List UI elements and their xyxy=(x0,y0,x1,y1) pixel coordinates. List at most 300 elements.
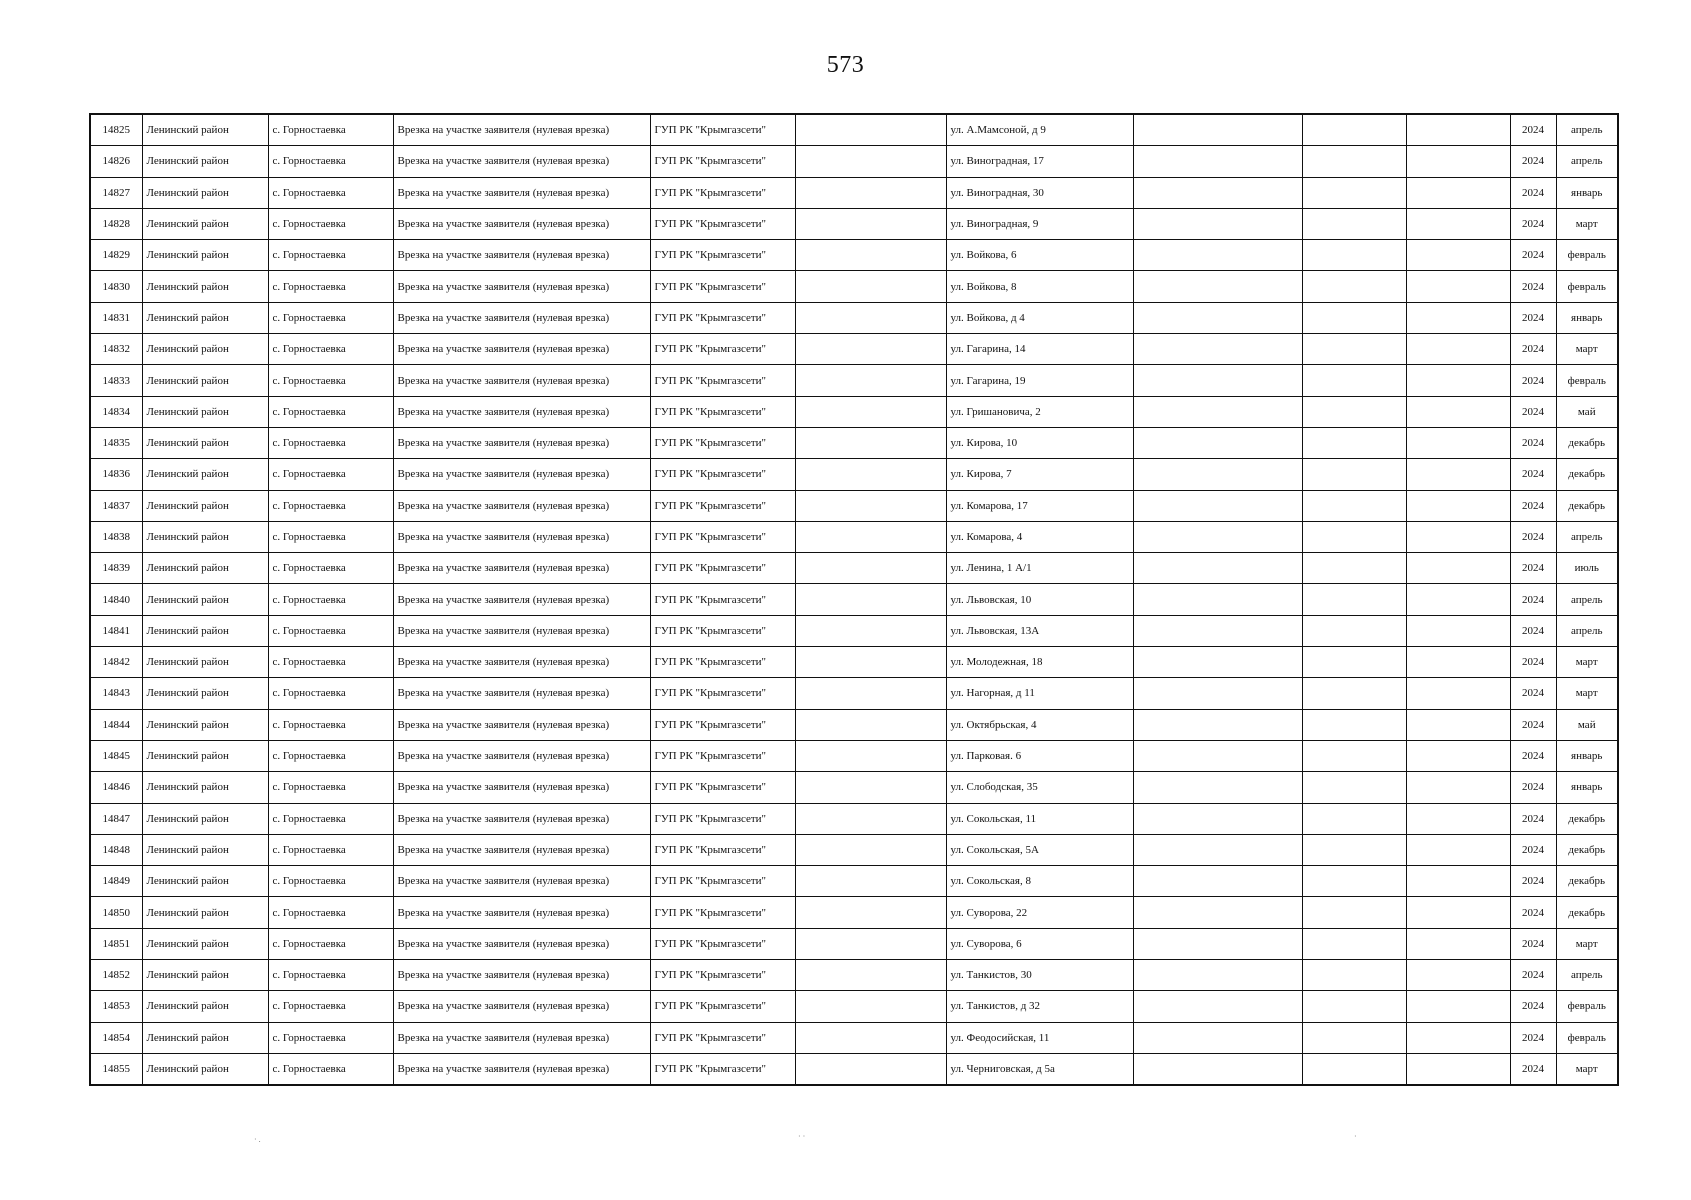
year-cell: 2024 xyxy=(1510,834,1556,865)
empty-cell xyxy=(1302,960,1406,991)
district-cell: Ленинский район xyxy=(142,928,268,959)
empty-cell xyxy=(795,772,946,803)
month-cell: март xyxy=(1556,1053,1618,1085)
village-cell: с. Горностаевка xyxy=(268,866,393,897)
organization-cell: ГУП РК "Крымгазсети" xyxy=(650,1022,795,1053)
organization-cell: ГУП РК "Крымгазсети" xyxy=(650,991,795,1022)
table-row xyxy=(90,334,1618,365)
row-number: 14829 xyxy=(90,240,142,271)
organization-cell: ГУП РК "Крымгазсети" xyxy=(650,177,795,208)
table-row xyxy=(90,208,1618,239)
table-row xyxy=(90,960,1618,991)
row-number: 14828 xyxy=(90,208,142,239)
empty-cell xyxy=(1406,302,1510,333)
work-type-cell: Врезка на участке заявителя (нулевая врезка) xyxy=(393,740,650,771)
empty-cell xyxy=(1302,553,1406,584)
village-cell: с. Горностаевка xyxy=(268,991,393,1022)
empty-cell xyxy=(795,584,946,615)
row-number: 14854 xyxy=(90,1022,142,1053)
empty-cell xyxy=(1302,584,1406,615)
empty-cell xyxy=(1133,615,1302,646)
row-number: 14837 xyxy=(90,490,142,521)
empty-cell xyxy=(1302,897,1406,928)
month-cell: декабрь xyxy=(1556,459,1618,490)
empty-cell xyxy=(1406,803,1510,834)
village-cell: с. Горностаевка xyxy=(268,772,393,803)
district-cell: Ленинский район xyxy=(142,334,268,365)
district-cell: Ленинский район xyxy=(142,740,268,771)
row-number: 14833 xyxy=(90,365,142,396)
work-type-cell: Врезка на участке заявителя (нулевая врезка) xyxy=(393,584,650,615)
empty-cell xyxy=(795,678,946,709)
empty-cell xyxy=(795,866,946,897)
empty-cell xyxy=(1133,177,1302,208)
year-cell: 2024 xyxy=(1510,490,1556,521)
row-number: 14852 xyxy=(90,960,142,991)
empty-cell xyxy=(1133,427,1302,458)
table-row xyxy=(90,1022,1618,1053)
year-cell: 2024 xyxy=(1510,772,1556,803)
empty-cell xyxy=(1302,740,1406,771)
empty-cell xyxy=(795,1022,946,1053)
empty-cell xyxy=(1133,1022,1302,1053)
empty-cell xyxy=(795,897,946,928)
empty-cell xyxy=(1406,365,1510,396)
table-row xyxy=(90,146,1618,177)
empty-cell xyxy=(1302,490,1406,521)
empty-cell xyxy=(1302,334,1406,365)
organization-cell: ГУП РК "Крымгазсети" xyxy=(650,740,795,771)
month-cell: декабрь xyxy=(1556,834,1618,865)
district-cell: Ленинский район xyxy=(142,490,268,521)
empty-cell xyxy=(1406,240,1510,271)
empty-cell xyxy=(795,1053,946,1085)
district-cell: Ленинский район xyxy=(142,240,268,271)
district-cell: Ленинский район xyxy=(142,146,268,177)
empty-cell xyxy=(1302,114,1406,146)
empty-cell xyxy=(795,334,946,365)
address-cell: ул. Сокольская, 11 xyxy=(946,803,1133,834)
empty-cell xyxy=(795,740,946,771)
row-number: 14838 xyxy=(90,521,142,552)
registry-table xyxy=(89,113,1619,1086)
address-cell: ул. Феодосийская, 11 xyxy=(946,1022,1133,1053)
empty-cell xyxy=(1133,866,1302,897)
empty-cell xyxy=(1406,459,1510,490)
table-row xyxy=(90,709,1618,740)
row-number: 14840 xyxy=(90,584,142,615)
empty-cell xyxy=(1133,991,1302,1022)
row-number: 14825 xyxy=(90,114,142,146)
row-number: 14835 xyxy=(90,427,142,458)
work-type-cell: Врезка на участке заявителя (нулевая врезка) xyxy=(393,709,650,740)
row-number: 14846 xyxy=(90,772,142,803)
year-cell: 2024 xyxy=(1510,146,1556,177)
month-cell: декабрь xyxy=(1556,803,1618,834)
page-number: 573 xyxy=(826,52,865,78)
village-cell: с. Горностаевка xyxy=(268,897,393,928)
organization-cell: ГУП РК "Крымгазсети" xyxy=(650,834,795,865)
year-cell: 2024 xyxy=(1510,1053,1556,1085)
work-type-cell: Врезка на участке заявителя (нулевая врезка) xyxy=(393,803,650,834)
year-cell: 2024 xyxy=(1510,709,1556,740)
village-cell: с. Горностаевка xyxy=(268,490,393,521)
empty-cell xyxy=(1302,928,1406,959)
row-number: 14839 xyxy=(90,553,142,584)
year-cell: 2024 xyxy=(1510,960,1556,991)
row-number: 14843 xyxy=(90,678,142,709)
table-row xyxy=(90,114,1618,146)
empty-cell xyxy=(795,928,946,959)
organization-cell: ГУП РК "Крымгазсети" xyxy=(650,928,795,959)
table-row xyxy=(90,240,1618,271)
organization-cell: ГУП РК "Крымгазсети" xyxy=(650,302,795,333)
empty-cell xyxy=(1302,678,1406,709)
empty-cell xyxy=(1302,991,1406,1022)
village-cell: с. Горностаевка xyxy=(268,302,393,333)
work-type-cell: Врезка на участке заявителя (нулевая врезка) xyxy=(393,271,650,302)
table-body xyxy=(90,114,1618,1085)
organization-cell: ГУП РК "Крымгазсети" xyxy=(650,553,795,584)
village-cell: с. Горностаевка xyxy=(268,459,393,490)
empty-cell xyxy=(1302,427,1406,458)
village-cell: с. Горностаевка xyxy=(268,960,393,991)
empty-cell xyxy=(1302,772,1406,803)
work-type-cell: Врезка на участке заявителя (нулевая врезка) xyxy=(393,114,650,146)
village-cell: с. Горностаевка xyxy=(268,1022,393,1053)
work-type-cell: Врезка на участке заявителя (нулевая врезка) xyxy=(393,928,650,959)
address-cell: ул. Танкистов, 30 xyxy=(946,960,1133,991)
month-cell: май xyxy=(1556,396,1618,427)
month-cell: март xyxy=(1556,647,1618,678)
village-cell: с. Горностаевка xyxy=(268,553,393,584)
empty-cell xyxy=(1133,521,1302,552)
row-number: 14827 xyxy=(90,177,142,208)
month-cell: март xyxy=(1556,208,1618,239)
empty-cell xyxy=(1133,1053,1302,1085)
work-type-cell: Врезка на участке заявителя (нулевая врезка) xyxy=(393,678,650,709)
year-cell: 2024 xyxy=(1510,991,1556,1022)
work-type-cell: Врезка на участке заявителя (нулевая врезка) xyxy=(393,177,650,208)
empty-cell xyxy=(1406,991,1510,1022)
year-cell: 2024 xyxy=(1510,897,1556,928)
empty-cell xyxy=(1406,960,1510,991)
village-cell: с. Горностаевка xyxy=(268,615,393,646)
work-type-cell: Врезка на участке заявителя (нулевая врезка) xyxy=(393,365,650,396)
empty-cell xyxy=(1302,615,1406,646)
district-cell: Ленинский район xyxy=(142,897,268,928)
row-number: 14836 xyxy=(90,459,142,490)
work-type-cell: Врезка на участке заявителя (нулевая врезка) xyxy=(393,615,650,646)
address-cell: ул. Войкова, д 4 xyxy=(946,302,1133,333)
empty-cell xyxy=(1133,709,1302,740)
village-cell: с. Горностаевка xyxy=(268,365,393,396)
empty-cell xyxy=(1302,146,1406,177)
month-cell: апрель xyxy=(1556,615,1618,646)
table-row xyxy=(90,553,1618,584)
work-type-cell: Врезка на участке заявителя (нулевая врезка) xyxy=(393,866,650,897)
empty-cell xyxy=(1302,866,1406,897)
empty-cell xyxy=(1302,803,1406,834)
village-cell: с. Горностаевка xyxy=(268,647,393,678)
month-cell: апрель xyxy=(1556,146,1618,177)
work-type-cell: Врезка на участке заявителя (нулевая врезка) xyxy=(393,334,650,365)
row-number: 14849 xyxy=(90,866,142,897)
work-type-cell: Врезка на участке заявителя (нулевая врезка) xyxy=(393,553,650,584)
year-cell: 2024 xyxy=(1510,114,1556,146)
row-number: 14842 xyxy=(90,647,142,678)
empty-cell xyxy=(795,647,946,678)
address-cell: ул. Сокольская, 8 xyxy=(946,866,1133,897)
empty-cell xyxy=(1406,772,1510,803)
organization-cell: ГУП РК "Крымгазсети" xyxy=(650,365,795,396)
address-cell: ул. Суворова, 6 xyxy=(946,928,1133,959)
empty-cell xyxy=(795,240,946,271)
village-cell: с. Горностаевка xyxy=(268,271,393,302)
row-number: 14841 xyxy=(90,615,142,646)
district-cell: Ленинский район xyxy=(142,991,268,1022)
scan-speck: · · xyxy=(798,1132,806,1141)
organization-cell: ГУП РК "Крымгазсети" xyxy=(650,208,795,239)
work-type-cell: Врезка на участке заявителя (нулевая врезка) xyxy=(393,897,650,928)
empty-cell xyxy=(1302,647,1406,678)
empty-cell xyxy=(1302,302,1406,333)
empty-cell xyxy=(1406,740,1510,771)
empty-cell xyxy=(1133,334,1302,365)
empty-cell xyxy=(795,427,946,458)
empty-cell xyxy=(795,553,946,584)
village-cell: с. Горностаевка xyxy=(268,334,393,365)
address-cell: ул. Войкова, 6 xyxy=(946,240,1133,271)
work-type-cell: Врезка на участке заявителя (нулевая врезка) xyxy=(393,146,650,177)
work-type-cell: Врезка на участке заявителя (нулевая врезка) xyxy=(393,1022,650,1053)
year-cell: 2024 xyxy=(1510,740,1556,771)
work-type-cell: Врезка на участке заявителя (нулевая врезка) xyxy=(393,459,650,490)
empty-cell xyxy=(1406,584,1510,615)
address-cell: ул. Кирова, 7 xyxy=(946,459,1133,490)
empty-cell xyxy=(1406,208,1510,239)
empty-cell xyxy=(1133,803,1302,834)
empty-cell xyxy=(795,803,946,834)
village-cell: с. Горностаевка xyxy=(268,584,393,615)
village-cell: с. Горностаевка xyxy=(268,834,393,865)
empty-cell xyxy=(1302,177,1406,208)
empty-cell xyxy=(1302,396,1406,427)
empty-cell xyxy=(795,177,946,208)
table-row xyxy=(90,866,1618,897)
row-number: 14847 xyxy=(90,803,142,834)
address-cell: ул. Кирова, 10 xyxy=(946,427,1133,458)
empty-cell xyxy=(1133,647,1302,678)
month-cell: декабрь xyxy=(1556,897,1618,928)
work-type-cell: Врезка на участке заявителя (нулевая врезка) xyxy=(393,302,650,333)
district-cell: Ленинский район xyxy=(142,678,268,709)
village-cell: с. Горностаевка xyxy=(268,709,393,740)
month-cell: апрель xyxy=(1556,584,1618,615)
empty-cell xyxy=(1406,177,1510,208)
empty-cell xyxy=(1406,114,1510,146)
district-cell: Ленинский район xyxy=(142,615,268,646)
address-cell: ул. Войкова, 8 xyxy=(946,271,1133,302)
empty-cell xyxy=(1133,678,1302,709)
empty-cell xyxy=(1406,553,1510,584)
year-cell: 2024 xyxy=(1510,427,1556,458)
address-cell: ул. Львовская, 10 xyxy=(946,584,1133,615)
district-cell: Ленинский район xyxy=(142,960,268,991)
empty-cell xyxy=(1302,208,1406,239)
organization-cell: ГУП РК "Крымгазсети" xyxy=(650,396,795,427)
address-cell: ул. Нагорная, д 11 xyxy=(946,678,1133,709)
month-cell: апрель xyxy=(1556,114,1618,146)
year-cell: 2024 xyxy=(1510,866,1556,897)
month-cell: февраль xyxy=(1556,240,1618,271)
address-cell: ул. А.Мамсоной, д 9 xyxy=(946,114,1133,146)
district-cell: Ленинский район xyxy=(142,709,268,740)
empty-cell xyxy=(1406,897,1510,928)
village-cell: с. Горностаевка xyxy=(268,678,393,709)
work-type-cell: Врезка на участке заявителя (нулевая врезка) xyxy=(393,427,650,458)
row-number: 14831 xyxy=(90,302,142,333)
address-cell: ул. Львовская, 13А xyxy=(946,615,1133,646)
work-type-cell: Врезка на участке заявителя (нулевая врезка) xyxy=(393,240,650,271)
organization-cell: ГУП РК "Крымгазсети" xyxy=(650,490,795,521)
table-row xyxy=(90,177,1618,208)
empty-cell xyxy=(1302,365,1406,396)
table-row xyxy=(90,365,1618,396)
work-type-cell: Врезка на участке заявителя (нулевая врезка) xyxy=(393,1053,650,1085)
year-cell: 2024 xyxy=(1510,271,1556,302)
address-cell: ул. Парковая. 6 xyxy=(946,740,1133,771)
empty-cell xyxy=(1406,709,1510,740)
district-cell: Ленинский район xyxy=(142,459,268,490)
row-number: 14853 xyxy=(90,991,142,1022)
empty-cell xyxy=(795,365,946,396)
scan-speck: · . xyxy=(254,1135,261,1144)
empty-cell xyxy=(1133,396,1302,427)
organization-cell: ГУП РК "Крымгазсети" xyxy=(650,615,795,646)
district-cell: Ленинский район xyxy=(142,1022,268,1053)
row-number: 14855 xyxy=(90,1053,142,1085)
month-cell: март xyxy=(1556,928,1618,959)
year-cell: 2024 xyxy=(1510,302,1556,333)
district-cell: Ленинский район xyxy=(142,866,268,897)
district-cell: Ленинский район xyxy=(142,114,268,146)
empty-cell xyxy=(1133,584,1302,615)
address-cell: ул. Черниговская, д 5а xyxy=(946,1053,1133,1085)
empty-cell xyxy=(795,834,946,865)
organization-cell: ГУП РК "Крымгазсети" xyxy=(650,114,795,146)
address-cell: ул. Комарова, 4 xyxy=(946,521,1133,552)
empty-cell xyxy=(1133,459,1302,490)
organization-cell: ГУП РК "Крымгазсети" xyxy=(650,647,795,678)
empty-cell xyxy=(1133,490,1302,521)
empty-cell xyxy=(1406,146,1510,177)
organization-cell: ГУП РК "Крымгазсети" xyxy=(650,334,795,365)
district-cell: Ленинский район xyxy=(142,302,268,333)
district-cell: Ленинский район xyxy=(142,396,268,427)
village-cell: с. Горностаевка xyxy=(268,114,393,146)
work-type-cell: Врезка на участке заявителя (нулевая врезка) xyxy=(393,991,650,1022)
year-cell: 2024 xyxy=(1510,177,1556,208)
empty-cell xyxy=(1406,834,1510,865)
address-cell: ул. Гагарина, 19 xyxy=(946,365,1133,396)
empty-cell xyxy=(1302,834,1406,865)
empty-cell xyxy=(1302,271,1406,302)
table-row xyxy=(90,1053,1618,1085)
empty-cell xyxy=(1406,521,1510,552)
month-cell: февраль xyxy=(1556,271,1618,302)
village-cell: с. Горностаевка xyxy=(268,740,393,771)
empty-cell xyxy=(795,271,946,302)
empty-cell xyxy=(1133,772,1302,803)
village-cell: с. Горностаевка xyxy=(268,208,393,239)
address-cell: ул. Гришановича, 2 xyxy=(946,396,1133,427)
empty-cell xyxy=(1406,678,1510,709)
row-number: 14848 xyxy=(90,834,142,865)
empty-cell xyxy=(1133,302,1302,333)
organization-cell: ГУП РК "Крымгазсети" xyxy=(650,584,795,615)
empty-cell xyxy=(795,114,946,146)
organization-cell: ГУП РК "Крымгазсети" xyxy=(650,709,795,740)
district-cell: Ленинский район xyxy=(142,584,268,615)
empty-cell xyxy=(1133,208,1302,239)
organization-cell: ГУП РК "Крымгазсети" xyxy=(650,271,795,302)
organization-cell: ГУП РК "Крымгазсети" xyxy=(650,803,795,834)
village-cell: с. Горностаевка xyxy=(268,240,393,271)
address-cell: ул. Гагарина, 14 xyxy=(946,334,1133,365)
scan-speck: · xyxy=(1354,1132,1357,1141)
row-number: 14844 xyxy=(90,709,142,740)
month-cell: декабрь xyxy=(1556,490,1618,521)
table-row xyxy=(90,302,1618,333)
table-row xyxy=(90,740,1618,771)
address-cell: ул. Молодежная, 18 xyxy=(946,647,1133,678)
district-cell: Ленинский район xyxy=(142,1053,268,1085)
empty-cell xyxy=(1302,521,1406,552)
address-cell: ул. Ленина, 1 А/1 xyxy=(946,553,1133,584)
table-row xyxy=(90,584,1618,615)
work-type-cell: Врезка на участке заявителя (нулевая врезка) xyxy=(393,521,650,552)
address-cell: ул. Сокольская, 5А xyxy=(946,834,1133,865)
village-cell: с. Горностаевка xyxy=(268,396,393,427)
table-row xyxy=(90,396,1618,427)
organization-cell: ГУП РК "Крымгазсети" xyxy=(650,146,795,177)
table-row xyxy=(90,772,1618,803)
empty-cell xyxy=(1133,928,1302,959)
empty-cell xyxy=(795,991,946,1022)
row-number: 14845 xyxy=(90,740,142,771)
work-type-cell: Врезка на участке заявителя (нулевая врезка) xyxy=(393,647,650,678)
month-cell: январь xyxy=(1556,740,1618,771)
table-row xyxy=(90,521,1618,552)
work-type-cell: Врезка на участке заявителя (нулевая врезка) xyxy=(393,834,650,865)
district-cell: Ленинский район xyxy=(142,772,268,803)
empty-cell xyxy=(1406,866,1510,897)
table-row xyxy=(90,459,1618,490)
village-cell: с. Горностаевка xyxy=(268,177,393,208)
table-row xyxy=(90,897,1618,928)
empty-cell xyxy=(1406,1022,1510,1053)
empty-cell xyxy=(795,302,946,333)
district-cell: Ленинский район xyxy=(142,647,268,678)
row-number: 14830 xyxy=(90,271,142,302)
address-cell: ул. Слободская, 35 xyxy=(946,772,1133,803)
empty-cell xyxy=(1133,114,1302,146)
month-cell: январь xyxy=(1556,772,1618,803)
village-cell: с. Горностаевка xyxy=(268,928,393,959)
empty-cell xyxy=(1133,365,1302,396)
district-cell: Ленинский район xyxy=(142,177,268,208)
